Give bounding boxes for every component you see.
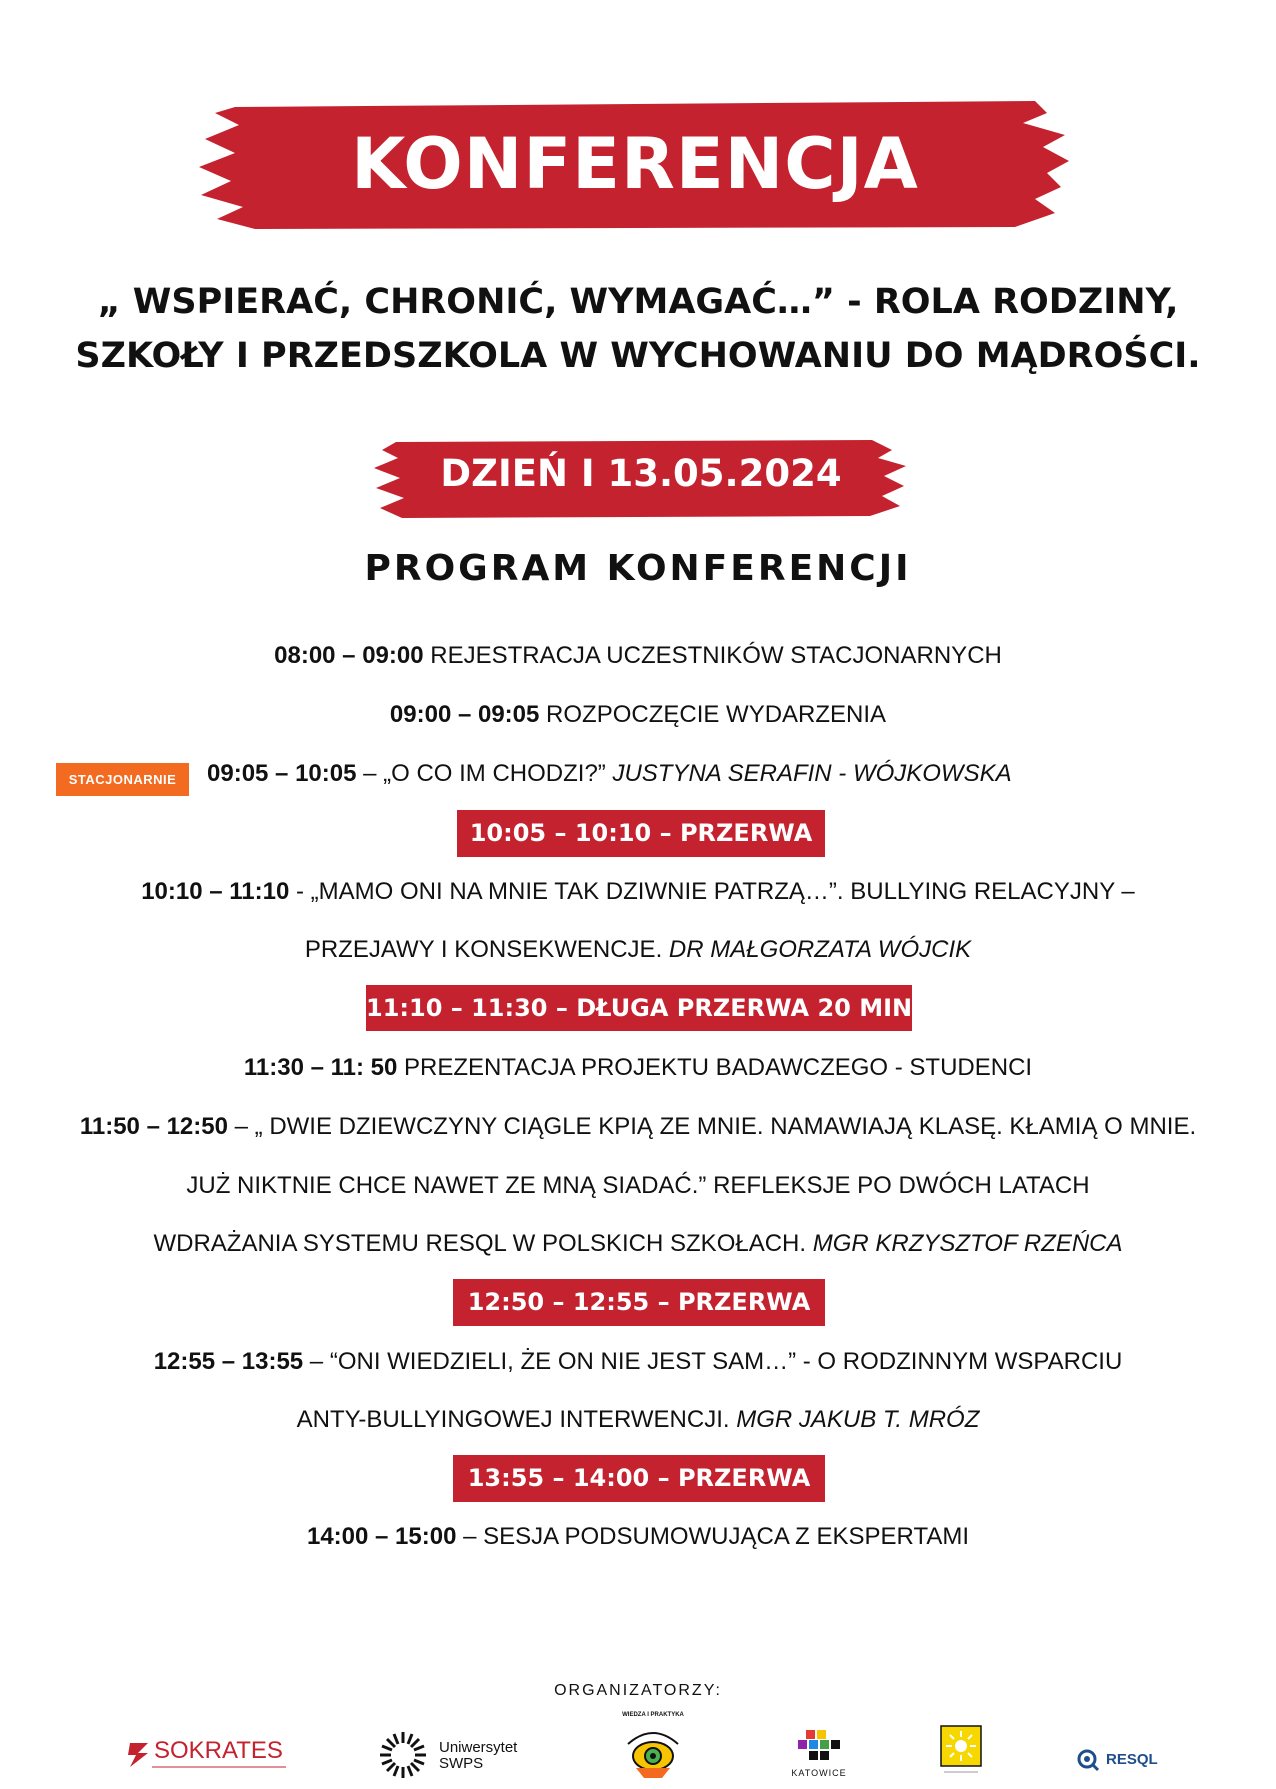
item-time: 08:00 – 09:00 <box>274 642 424 669</box>
item-text: PREZENTACJA PROJEKTU BADAWCZEGO - STUDENCI <box>397 1054 1033 1081</box>
resql-mark-icon <box>1076 1748 1100 1772</box>
item-text: – „O CO IM CHODZI?” <box>356 760 613 787</box>
program-item-lecture-4-line-1 <box>0 1348 1276 1376</box>
item-time: 11:50 – 12:50 <box>79 1113 228 1140</box>
sokrates-text: SOKRATES <box>154 1737 283 1764</box>
resql-text: RESQL <box>1106 1751 1158 1768</box>
break-badge-2: 11:10 – 11:30 – DŁUGA PRZERWA 20 MINUT <box>366 985 912 1031</box>
katowice-text: KATOWICE <box>791 1768 847 1778</box>
conference-title: KONFERENCJA <box>351 123 919 205</box>
wiedza-i-praktyka-logo <box>618 1712 688 1782</box>
eye-icon <box>618 1722 688 1782</box>
stacjonarnie-badge: STACJONARNIE <box>56 763 189 796</box>
swps-text-line-1: Uniwersytet <box>439 1739 518 1756</box>
break-badge-1: 10:05 – 10:10 – PRZERWA <box>457 810 825 857</box>
item-text: JUŻ NIKTNIE CHCE NAWET ZE MNĄ SIADAĆ.” REFLEKSJE PO DWÓCH LATACH <box>186 1172 1090 1199</box>
subtitle-line-1: „ WSPIERAĆ, CHRONIĆ, WYMAGAĆ…” - ROLA RODZINY, <box>97 282 1179 322</box>
katowice-mark-icon <box>796 1728 842 1766</box>
item-text: – SESJA PODSUMOWUJĄCA Z EKSPERTAMI <box>456 1523 969 1550</box>
subtitle-line-2: SZKOŁY I PRZEDSZKOLA W WYCHOWANIU DO MĄDROŚCI. <box>75 336 1201 376</box>
break-badge-3: 12:50 – 12:55 – PRZERWA <box>453 1279 825 1326</box>
program-item-lecture-3-line-3 <box>0 1230 1276 1258</box>
program-item-lecture-4-line-2 <box>0 1406 1276 1434</box>
speaker-name: MGR KRZYSZTOF RZEŃCA <box>812 1230 1123 1257</box>
item-time: 14:00 – 15:00 <box>306 1523 457 1550</box>
item-time: 11:30 – 11: 50 <box>243 1054 398 1081</box>
item-time: 12:55 – 13:55 <box>153 1348 304 1375</box>
item-text: ANTY-BULLYINGOWEJ INTERWENCJI. <box>296 1406 737 1433</box>
day-label: DZIEŃ I 13.05.2024 <box>440 452 842 495</box>
resql-logo <box>1076 1748 1166 1772</box>
day-banner <box>372 436 910 522</box>
item-time: 10:10 – 11:10 <box>141 878 290 905</box>
title-banner <box>195 95 1075 235</box>
program-item-lecture-1 <box>207 760 1107 788</box>
program-item-students <box>0 1054 1276 1082</box>
item-text: PRZEJAWY I KONSEKWENCJE. <box>304 936 669 963</box>
sokrates-logo <box>128 1737 288 1771</box>
item-text: ROZPOCZĘCIE WYDARZENIA <box>539 701 887 728</box>
break-badge-4: 13:55 – 14:00 – PRZERWA <box>453 1455 825 1502</box>
program-item-lecture-3-line-2 <box>0 1172 1276 1200</box>
item-text: - „MAMO ONI NA MNIE TAK DZIWNIE PATRZĄ…”. BULLYING RELACYJNY – <box>289 878 1135 905</box>
speaker-name: DR MAŁGORZATA WÓJCIK <box>668 936 972 963</box>
program-item-lecture-2-line-2 <box>0 936 1276 964</box>
speaker-name: MGR JAKUB T. MRÓZ <box>736 1406 980 1433</box>
item-text: – „ DWIE DZIEWCZYNY CIĄGLE KPIĄ ZE MNIE. NAMAWIAJĄ KLASĘ. KŁAMIĄ O MNIE. <box>227 1113 1197 1140</box>
sun-logo <box>940 1725 982 1777</box>
swps-sunburst-icon <box>376 1728 430 1782</box>
program-item-registration <box>0 642 1276 670</box>
swps-text-line-2: SWPS <box>439 1755 484 1772</box>
item-text: REJESTRACJA UCZESTNIKÓW STACJONARNYCH <box>423 642 1002 669</box>
wiedza-text: WIEDZA I PRAKTYKA <box>622 1712 684 1718</box>
program-item-lecture-2-line-1 <box>0 878 1276 906</box>
program-item-summary <box>0 1523 1276 1551</box>
sun-icon <box>940 1725 982 1777</box>
item-text: WDRAŻANIA SYSTEMU RESQL W POLSKICH SZKOŁACH. <box>153 1230 813 1257</box>
organizers-label: ORGANIZATORZY: <box>554 1682 722 1699</box>
item-text: – “ONI WIEDZIELI, ŻE ON NIE JEST SAM…” - O RODZINNYM WSPARCIU <box>303 1348 1123 1375</box>
program-heading: PROGRAM KONFERENCJI <box>364 548 912 589</box>
speaker-name: JUSTYNA SERAFIN - WÓJKOWSKA <box>612 760 1012 787</box>
swps-logo <box>376 1728 536 1782</box>
katowice-logo <box>791 1728 847 1784</box>
item-time: 09:00 – 09:05 <box>389 701 540 728</box>
item-time: 09:05 – 10:05 <box>207 760 357 787</box>
program-item-opening <box>0 701 1276 729</box>
program-item-lecture-3-line-1 <box>0 1113 1276 1141</box>
